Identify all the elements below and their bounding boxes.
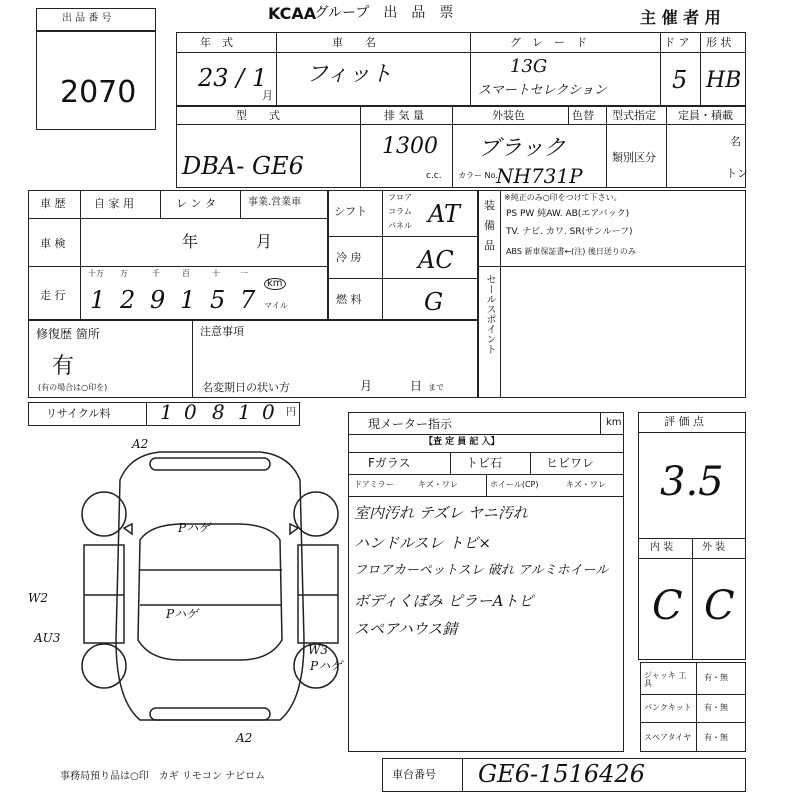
fuel-label: 燃 料 <box>336 293 362 306</box>
equipment-table <box>478 190 746 398</box>
deadline-month: 月 <box>360 379 373 393</box>
caution-label: 注意事項 <box>200 325 244 338</box>
color-no-value: NH731P <box>496 164 583 188</box>
mirror-label: ドアミラー <box>354 480 394 489</box>
inspection-label: 車 検 <box>40 237 66 250</box>
inspection-month-unit: 月 <box>256 232 273 251</box>
inspection-note-4: ボディくぼみ ピラーAトビ <box>354 592 534 610</box>
recycle-digit: 1 <box>238 400 251 424</box>
puncture-label: パンクキット <box>644 703 692 712</box>
unit-1k: 千 <box>152 269 160 278</box>
grade-label: グ レ ー ド <box>510 36 587 49</box>
mileage-digit: 1 <box>90 286 106 314</box>
displacement-value: 1300 <box>382 134 438 159</box>
tons-unit: トン <box>726 167 748 180</box>
cc-unit: c.c. <box>426 171 442 181</box>
score-label: 評 価 点 <box>664 415 704 428</box>
category-label: 類別区分 <box>612 151 656 164</box>
interior-value: C <box>652 583 683 629</box>
fuel-value: G <box>424 288 444 316</box>
shift-floor: フロア <box>388 193 412 202</box>
grade-value-2: スマートセレクション <box>478 83 607 98</box>
mileage-digit: 9 <box>150 286 166 314</box>
mirror-value: キズ・ワレ <box>418 480 458 489</box>
door-value: 5 <box>672 66 688 94</box>
equipment-note: ※純正のみ○印をつけて下さい。 <box>504 193 622 202</box>
glass-crack: ヒビワレ <box>546 456 595 470</box>
inspection-year-unit: 年 <box>182 232 199 251</box>
damage-mark: A2 <box>236 731 253 745</box>
history-private: 自 家 用 <box>94 197 134 210</box>
month-unit: 月 <box>262 89 273 102</box>
damage-mark: AU3 <box>34 631 61 645</box>
history-rental: レ ン タ <box>176 197 216 210</box>
mileage-digit: 5 <box>210 286 226 314</box>
equipment-row-2: TV. ナビ. カワ. SR(サンルーフ) <box>506 227 633 237</box>
mileage-digit: 1 <box>180 286 196 314</box>
exterior-color-label: 外装色 <box>492 109 525 122</box>
inspection-note-3: フロアカーペットスレ 破れ アルミホイール <box>354 563 609 578</box>
door-label: ド ア <box>664 36 690 49</box>
repair-label: 修復歴 箇所 <box>36 327 100 341</box>
lot-number-label: 出 品 番 号 <box>62 13 112 24</box>
unit-100: 百 <box>182 269 190 278</box>
mileage-label: 走 行 <box>40 289 66 302</box>
unit-100k: 十万 <box>88 269 104 278</box>
model-value: DBA- GE6 <box>182 152 304 180</box>
repair-value: 有 <box>52 354 75 379</box>
recycle-digit: 0 <box>184 400 197 424</box>
score-value: 3.5 <box>660 459 724 505</box>
chassis-label: 車台番号 <box>392 768 436 781</box>
unit-10k: 万 <box>120 269 128 278</box>
recycle-digit: 1 <box>160 400 173 424</box>
equipment-side-3: 品 <box>484 239 495 252</box>
equipment-row-3: ABS 新車保証書←(注) 後日送りのみ <box>506 247 636 256</box>
color-no-label: カラー No. <box>458 171 498 180</box>
ac-value: AC <box>418 246 454 274</box>
glass-label: Fガラス <box>368 456 411 470</box>
interior-label: 内 装 <box>650 542 674 553</box>
capacity-label: 定員・積載 <box>678 109 733 122</box>
equipment-side-2: 備 <box>484 219 495 232</box>
year-label: 年 式 <box>200 36 233 49</box>
exterior-label: 外 装 <box>702 542 726 553</box>
persons-unit: 名 <box>730 135 741 148</box>
unit-10: 十 <box>212 269 220 278</box>
glass-chip: トビ石 <box>466 456 503 470</box>
office-note: 事務局預り品は○印 カギ リモコン ナビロム <box>60 771 266 782</box>
mileage-digit: 7 <box>240 286 256 314</box>
type-spec-label: 型式指定 <box>612 109 656 122</box>
model-label: 型 式 <box>236 109 280 122</box>
inspection-note-1: 室内汚れ テズレ ヤニ汚れ <box>354 504 528 522</box>
shift-panel: パネル <box>388 221 412 230</box>
year-value: 23 / 1 <box>198 64 268 92</box>
inspection-note-5: スペアハウス錆 <box>354 620 458 638</box>
lot-number-value: 2070 <box>60 75 137 110</box>
chassis-value: GE6-1516426 <box>478 760 645 788</box>
inspection-note-2: ハンドルスレ トビ× <box>354 534 491 552</box>
shift-label: シフト <box>334 205 367 218</box>
recycle-yen: 円 <box>286 407 296 418</box>
meter-label: 現メーター指示 <box>368 417 453 431</box>
color-value: ブラック <box>478 136 566 161</box>
change-deadline-label: 名変期日の状い方 <box>202 381 290 394</box>
wheel-value: キズ・ワレ <box>566 480 606 489</box>
puncture-option: 有・無 <box>704 703 728 712</box>
mileage-digit: 2 <box>120 286 136 314</box>
damage-mark: Pハゲ <box>310 659 343 673</box>
color-change-label: 色替 <box>572 109 594 122</box>
grade-value-1: 13G <box>510 56 548 77</box>
displacement-label: 排 気 量 <box>384 109 424 122</box>
title-brand: KCAA <box>268 4 317 23</box>
equipment-row-1: PS PW 純AW. AB(エアバック) <box>506 209 630 219</box>
damage-mark: Pハゲ <box>178 521 211 535</box>
km-label: km <box>264 278 286 290</box>
ac-label: 冷 房 <box>336 251 362 264</box>
sale-point-label: セールスポイント <box>484 274 495 354</box>
organizer-label: 主 催 者 用 <box>640 8 721 27</box>
damage-mark: A2 <box>132 437 149 451</box>
deadline-suffix: まで <box>428 383 444 392</box>
repair-note: (有の場合は○印を) <box>38 383 108 392</box>
shift-value: AT <box>428 200 461 228</box>
make-value: フィット <box>306 62 393 87</box>
damage-mark: W2 <box>28 591 48 605</box>
history-business: 事業.営業車 <box>248 197 302 208</box>
body-value: HB <box>706 68 742 93</box>
equipment-side-1: 装 <box>484 199 495 212</box>
spare-option: 有・無 <box>704 733 728 742</box>
recycle-digit: 8 <box>212 400 225 424</box>
form-title: .グループ 出 品 票 <box>310 5 454 21</box>
exterior-value: C <box>704 583 735 629</box>
make-label: 車 名 <box>332 36 376 49</box>
deadline-day: 日 <box>410 379 423 393</box>
meter-unit: km <box>606 417 622 428</box>
wheel-label: ホイール(CP) <box>490 480 539 489</box>
damage-mark: Pハゲ <box>166 607 199 621</box>
shift-column: コラム <box>388 207 412 216</box>
mile-label: マイル <box>264 301 288 310</box>
history-label: 車 歴 <box>40 197 66 210</box>
body-label: 形 状 <box>706 36 732 49</box>
recycle-label: リサイクル料 <box>46 407 111 420</box>
unit-1: 一 <box>240 269 248 278</box>
jack-label: ジャッキ 工 具 <box>644 671 687 688</box>
damage-mark: W3 <box>308 643 328 657</box>
inspector-label: 【査 定 員 記 入】 <box>424 437 500 447</box>
jack-option: 有・無 <box>704 673 728 682</box>
lot-number-box <box>36 8 156 130</box>
recycle-digit: 0 <box>262 400 275 424</box>
spare-label: スペアタイヤ <box>644 733 692 742</box>
